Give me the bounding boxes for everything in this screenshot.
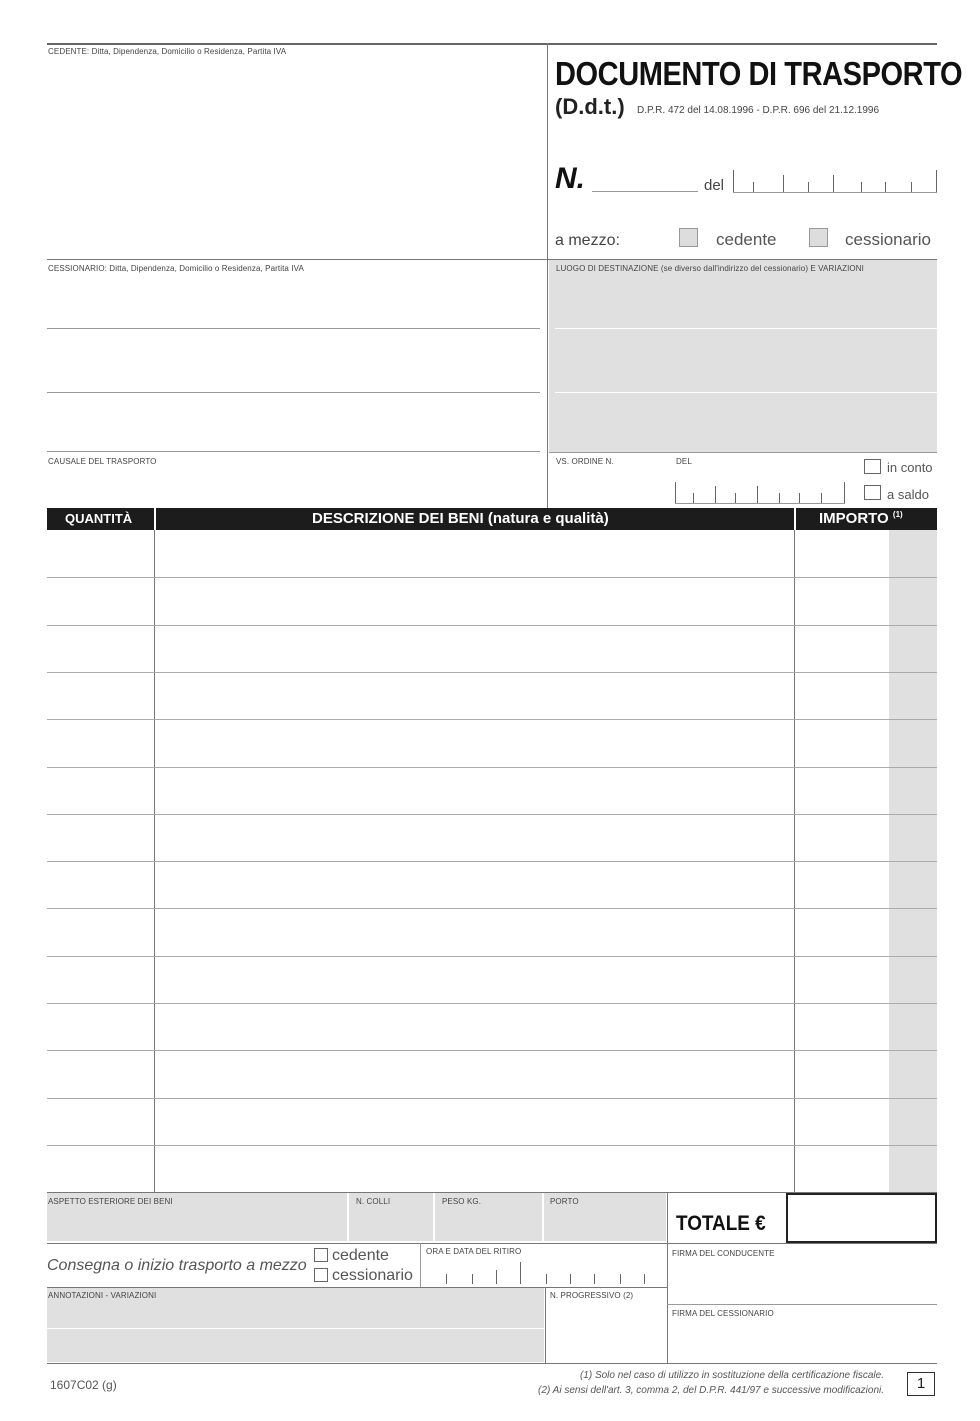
section-separator-2 — [549, 452, 937, 453]
consegna-cessionario-checkbox[interactable] — [314, 1268, 328, 1282]
footnote-2: (2) Ai sensi dell'art. 3, comma 2, del D.P.R. 441/97 e successive modificazioni. — [538, 1385, 884, 1396]
progressivo-divider — [545, 1287, 546, 1363]
table-row-line — [47, 1003, 937, 1004]
porto-label: PORTO — [550, 1197, 579, 1206]
mezzo-cessionario-label: cessionario — [845, 230, 931, 249]
a-saldo-checkbox[interactable] — [864, 485, 881, 500]
firma-cessionario-field[interactable] — [669, 1318, 937, 1362]
destinazione-line-2 — [555, 392, 937, 393]
mezzo-cessionario-checkbox[interactable] — [809, 228, 828, 247]
cedente-field[interactable] — [47, 58, 545, 258]
ordine-date-field[interactable] — [675, 478, 845, 504]
copy-number: 1 — [907, 1372, 935, 1396]
col-importo-header — [819, 510, 903, 527]
in-conto-label: in conto — [887, 460, 933, 475]
progressivo-label: N. PROGRESSIVO (2) — [550, 1291, 634, 1300]
consegna-divider — [420, 1243, 421, 1287]
consegna-label: Consegna o inizio trasporto a mezzo — [47, 1257, 307, 1274]
table-row-line — [47, 956, 937, 957]
cessionario-label: CESSIONARIO: Ditta, Dipendenza, Domicilio o Residenza, Partita IVA — [48, 264, 304, 273]
totale-divider — [667, 1193, 668, 1363]
cedente-label: CEDENTE: Ditta, Dipendenza, Domicilio o Residenza, Partita IVA — [48, 47, 287, 56]
destinazione-line-1 — [555, 328, 937, 329]
goods-table[interactable] — [47, 530, 937, 1193]
causale-field[interactable] — [47, 468, 545, 506]
table-row-line — [47, 577, 937, 578]
table-row-line — [47, 908, 937, 909]
top-vertical-divider — [547, 43, 548, 508]
table-row-line — [47, 1098, 937, 1099]
date-field[interactable] — [733, 165, 937, 193]
totale-label: TOTALE € — [676, 1212, 766, 1235]
col-importo-title: IMPORTO — [819, 510, 889, 527]
table-row-line — [47, 767, 937, 768]
footer-code: 1607C02 (g) — [50, 1378, 117, 1392]
totale-field[interactable] — [786, 1193, 937, 1243]
firma-cessionario-label: FIRMA DEL CESSIONARIO — [672, 1309, 774, 1318]
table-header — [47, 508, 937, 530]
number-field-line[interactable] — [592, 191, 698, 192]
col-descrizione-title: DESCRIZIONE DEI BENI — [312, 510, 484, 527]
aspetto-label: ASPETTO ESTERIORE DEI BENI — [48, 1197, 173, 1206]
col-importo-note: (1) — [892, 510, 903, 519]
cessionario-line-1[interactable] — [47, 328, 540, 329]
col-descrizione-header — [312, 510, 609, 527]
footnote-1: (1) Solo nel caso di utilizzo in sostituzione della certificazione fiscale. — [579, 1370, 884, 1381]
bottom-border — [47, 1363, 937, 1364]
table-row-line — [47, 672, 937, 673]
table-row-line — [47, 814, 937, 815]
in-conto-checkbox[interactable] — [864, 459, 881, 474]
col-quantita-header: QUANTITÀ — [65, 511, 133, 526]
consegna-cedente-checkbox[interactable] — [314, 1248, 328, 1262]
ritiro-field[interactable] — [424, 1258, 664, 1286]
colli-label: N. COLLI — [356, 1197, 391, 1206]
ordine-del-label: DEL — [676, 457, 692, 466]
section-separator-4 — [47, 1287, 667, 1288]
ordine-label: VS. ORDINE N. — [556, 457, 614, 466]
annotazioni-line — [47, 1328, 544, 1329]
col-descrizione-note: (natura e qualità) — [487, 510, 609, 527]
ritiro-label: ORA E DATA DEL RITIRO — [426, 1247, 522, 1256]
table-row-line — [47, 1145, 937, 1146]
a-saldo-label: a saldo — [887, 487, 929, 502]
peso-label: PESO KG. — [442, 1197, 482, 1206]
document-title: DOCUMENTO DI TRASPORTO — [555, 55, 963, 92]
top-border — [47, 43, 937, 45]
destinazione-label: LUOGO DI DESTINAZIONE (se diverso dall'indirizzo del cessionario) E VARIAZIONI — [556, 264, 864, 273]
mezzo-cedente-checkbox[interactable] — [679, 228, 698, 247]
table-row-line — [47, 861, 937, 862]
table-row-line — [47, 1050, 937, 1051]
consegna-cedente-label: cedente — [332, 1247, 389, 1264]
firma-conducente-label: FIRMA DEL CONDUCENTE — [672, 1249, 775, 1258]
table-row-line — [47, 625, 937, 626]
annotazioni-label: ANNOTAZIONI - VARIAZIONI — [48, 1291, 157, 1300]
document-subtitle-ref: D.P.R. 472 del 14.08.1996 - D.P.R. 696 del 21.12.1996 — [637, 105, 880, 116]
cessionario-line-2[interactable] — [47, 392, 540, 393]
destinazione-field[interactable] — [549, 260, 937, 453]
section-separator-3 — [47, 1243, 937, 1244]
cessionario-line-3[interactable] — [47, 451, 540, 452]
consegna-cessionario-label: cessionario — [332, 1267, 413, 1284]
causale-label: CAUSALE DEL TRASPORTO — [48, 457, 157, 466]
progressivo-field[interactable] — [548, 1300, 665, 1362]
table-row-line — [47, 719, 937, 720]
document-subtitle-abbr: (D.d.t.) — [555, 94, 625, 119]
mezzo-label: a mezzo: — [555, 232, 620, 249]
firma-separator — [667, 1304, 937, 1305]
mezzo-cedente-label: cedente — [716, 230, 777, 249]
date-label: del — [704, 177, 725, 194]
number-label: N. — [555, 162, 585, 195]
firma-conducente-field[interactable] — [669, 1258, 937, 1303]
